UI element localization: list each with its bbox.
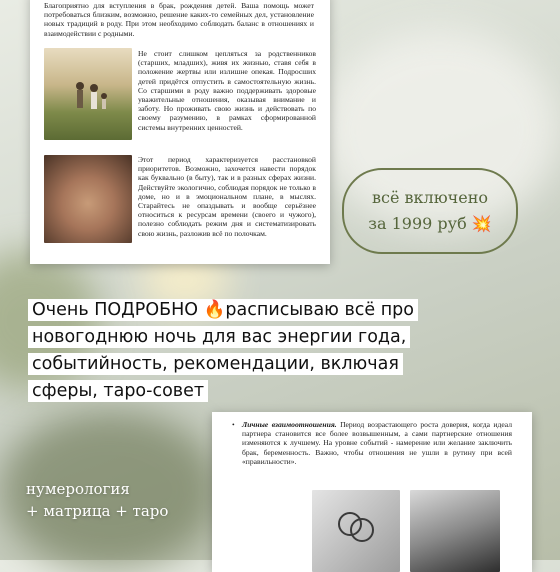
- document-page-top: [30, 0, 330, 264]
- badge-line-2: за 1999 руб 💥: [368, 214, 492, 233]
- doc-bottom-paragraph: [232, 420, 513, 466]
- badge-line-1: всё включено: [372, 188, 488, 207]
- rings-icon: [312, 490, 400, 550]
- doc-paragraph-1: Благоприятно для вступления в брак, рождения детей. Ваша помощь может потребоваться близким, возможно, решение каких-то семейных дел, установление новых традиций в роду. При этом необходимо соблюдать баланс в отношениях и взаимодействии с родными.: [44, 1, 314, 38]
- doc-bottom-text: Период возрастающего роста доверия, когда идеал партнера становится все более возвышенным, а сами партнерские отношения изменяются к лучшему. На уровне событий - намерение или желание заключить брак, беременность. Важно, чтобы отношения не ушли в рутину при всей «правильности».: [242, 420, 513, 466]
- headline-line-4: сферы, таро-совет: [28, 380, 208, 402]
- headline-line-2: новогоднюю ночь для вас энергии года,: [28, 326, 410, 348]
- hands-photo: [44, 155, 132, 243]
- subtitle-line-1: нумерология: [26, 480, 130, 498]
- doc-paragraph-2: Не стоит слишком цепляться за родственников (старших, младших), живя их жизнью, ставя себя в положение жертвы или излишне опекая. Подросших детей придётся отпустить в самостоятельную жизнь. Со старшими в роду важно поддерживать здоровые уважительные отношения, оказывая внимание и заботу. Но проживать свою жизнь и действовать по своему разумению, в рамках сформированной системы внутренних ценностей.: [138, 49, 316, 132]
- family-figures-icon: [44, 48, 132, 140]
- headline-line-3: событийность, рекомендации, включая: [28, 353, 403, 375]
- family-photo: [44, 48, 132, 140]
- document-page-bottom: [212, 412, 532, 572]
- bold-label: Личные взаимоотношения.: [242, 420, 337, 429]
- doc-paragraph-3: Этот период характеризуется расстановкой приоритетов. Возможно, захочется навести порядок как буквально (в быту), так и в разных сферах жизни. Действуйте экологично, соблюдая порядок не только в доме, но и в эмоциональном плане, в мыслях. Старайтесь не опаздывать и вообще серьёзнее относиться к ресурсам времени (своего и чужого), полезно соблюдать режим дня и систематизировать свою жизнь, разложив всё по полочкам.: [138, 155, 316, 238]
- subtitle-text: [26, 478, 168, 522]
- headline-line-1: Очень ПОДРОБНО 🔥расписываю всё про: [28, 299, 418, 321]
- bullet-icon: •: [232, 420, 235, 429]
- headline-text: [28, 297, 452, 405]
- price-badge: [342, 168, 518, 254]
- subtitle-line-2: + матрица + таро: [26, 502, 169, 520]
